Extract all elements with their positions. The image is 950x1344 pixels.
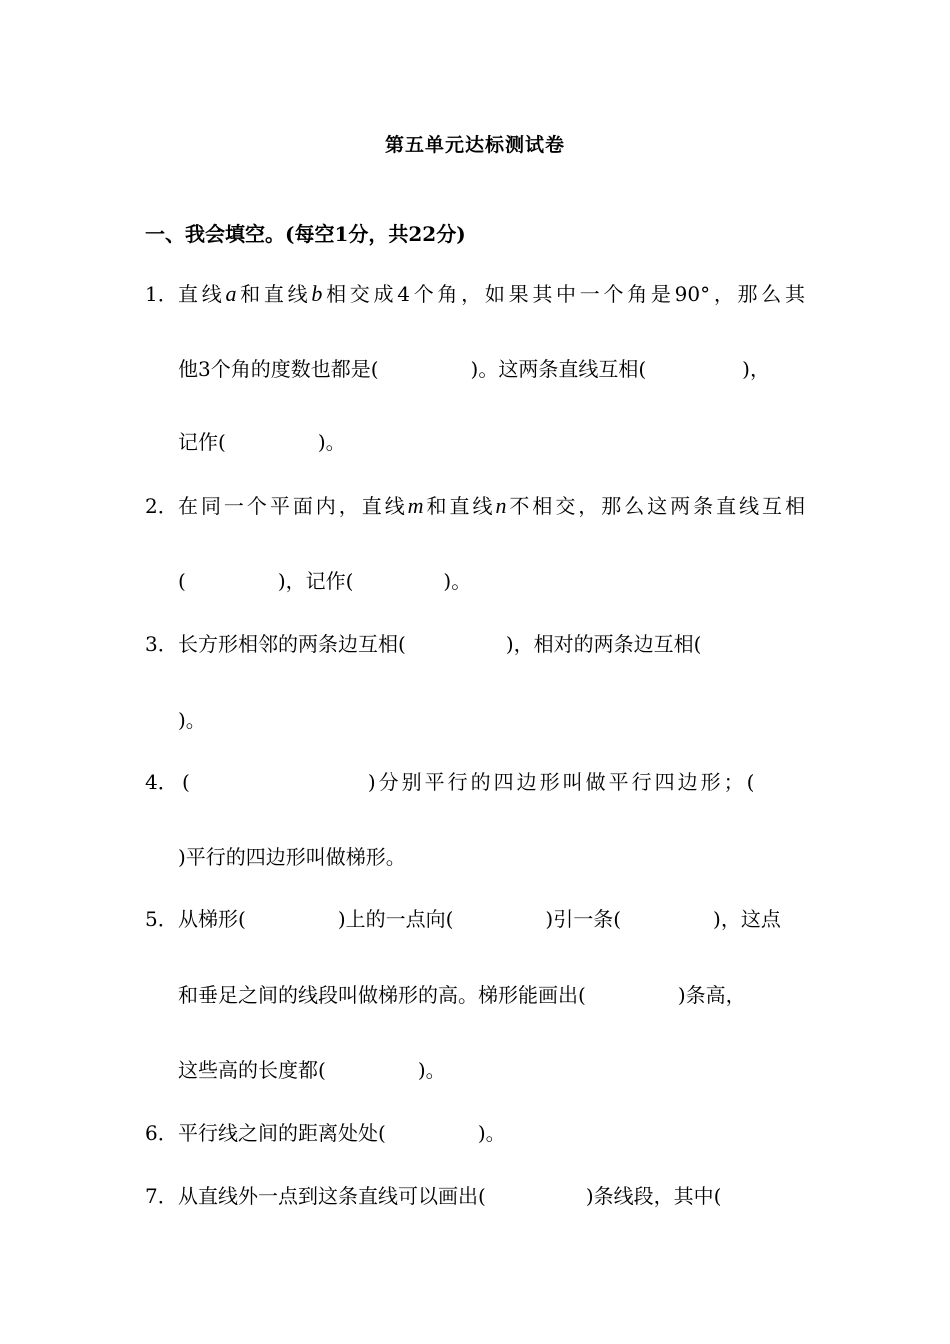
text: )。 (443, 569, 472, 593)
question-3-line-1 (178, 631, 701, 657)
text: 平行线之间的距离处处( (178, 1121, 386, 1145)
text: 从直线外一点到这条直线可以画出( (178, 1184, 486, 1208)
variable: n (495, 493, 507, 518)
question-5-line-3 (178, 1057, 446, 1083)
question-number: 2． (145, 494, 178, 518)
question-3-line-2 (178, 707, 206, 733)
question-number: 5． (145, 907, 178, 931)
text: 从梯形( (178, 907, 246, 931)
section-heading: 一、我会填空。(每空1分，共22分) (145, 222, 466, 246)
question-number: 7． (145, 1184, 178, 1208)
question-6-line-1 (178, 1120, 506, 1146)
text: )，相对的两条边互相( (505, 632, 702, 656)
text: )，这点 (713, 907, 781, 931)
text: 他3个角的度数也都是( (178, 357, 379, 381)
text: )。 (417, 1058, 446, 1082)
text: 直线 (178, 282, 226, 306)
text: 和垂足之间的线段叫做梯形的高。梯形能画出( (178, 983, 586, 1007)
text: 在同一个平面内，直线 (178, 494, 408, 518)
text: )引一条( (545, 907, 622, 931)
text: 相交成4个角，如果其中一个角是90°，那么其 (322, 282, 806, 306)
variable: a (225, 281, 237, 306)
text: 和直线 (236, 282, 312, 306)
question-1-line-1 (178, 281, 805, 307)
question-1-line-2 (178, 356, 770, 382)
text: ( (178, 569, 186, 593)
question-5-line-1 (178, 906, 781, 932)
text: )。 (317, 430, 346, 454)
text: 和直线 (423, 494, 496, 518)
question-1-line-3 (178, 429, 346, 455)
variable: b (311, 281, 323, 306)
text: )。这两条直线互相( (470, 357, 647, 381)
text: )。 (477, 1121, 506, 1145)
text: ( (182, 770, 190, 794)
question-4-line-2 (178, 844, 406, 870)
question-7-line-1 (178, 1183, 721, 1209)
variable: m (407, 493, 424, 518)
question-2-line-2 (178, 568, 471, 594)
text: )分别平行的四边形叫做平行四边形；( (367, 770, 758, 794)
question-number: 6． (145, 1121, 178, 1145)
text: 这些高的长度都( (178, 1058, 326, 1082)
text: )， (742, 357, 770, 381)
question-number: 4． (145, 770, 178, 794)
question-number: 1． (145, 282, 178, 306)
question-5-line-2 (178, 982, 746, 1008)
text: 不相交，那么这两条直线互相 (506, 494, 806, 518)
text: )条高， (677, 983, 746, 1007)
question-2-line-1 (178, 493, 805, 519)
question-number: 3． (145, 632, 178, 656)
text: 长方形相邻的两条边互相( (178, 632, 406, 656)
text: )上的一点向( (337, 907, 454, 931)
page-title: 第五单元达标测试卷 (384, 134, 565, 156)
text: )。 (178, 708, 206, 732)
text: 记作( (178, 430, 226, 454)
text: )，记作( (277, 569, 354, 593)
question-4-line-1 (182, 769, 757, 795)
text: )平行的四边形叫做梯形。 (178, 845, 406, 869)
text: )条线段，其中( (585, 1184, 722, 1208)
